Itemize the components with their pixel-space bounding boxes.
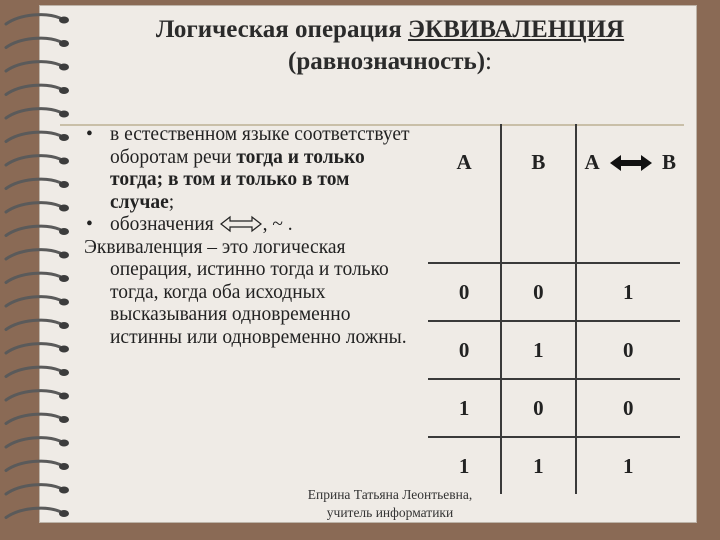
binding-hole bbox=[59, 369, 69, 376]
table-row bbox=[428, 379, 680, 437]
binding-ring bbox=[6, 273, 60, 282]
cell-a: 1 bbox=[428, 379, 501, 437]
binding-ring bbox=[6, 297, 60, 306]
title-colon: : bbox=[485, 48, 492, 75]
cell-result: 1 bbox=[576, 263, 680, 321]
binding-ring bbox=[6, 250, 60, 259]
bullet-2-label: обозначения bbox=[110, 214, 219, 235]
binding-ring bbox=[6, 109, 60, 118]
binding-ring bbox=[6, 85, 60, 94]
header-result bbox=[576, 124, 680, 263]
binding-hole bbox=[59, 87, 69, 94]
double-arrow-icon bbox=[609, 153, 653, 173]
binding-hole bbox=[59, 134, 69, 141]
header-a: A bbox=[428, 124, 501, 263]
binding-hole bbox=[59, 393, 69, 400]
binding-ring bbox=[6, 132, 60, 141]
binding-ring bbox=[6, 391, 60, 400]
cell-result: 0 bbox=[576, 379, 680, 437]
bullet-2-rest: , ~ . bbox=[262, 214, 293, 235]
binding-ring bbox=[6, 226, 60, 235]
slide-body bbox=[84, 124, 414, 349]
binding-hole bbox=[59, 510, 69, 517]
cell-result: 1 bbox=[576, 437, 680, 494]
binding-ring bbox=[6, 344, 60, 353]
bullet-phrases bbox=[84, 124, 414, 214]
header-b: B bbox=[501, 124, 575, 263]
cell-b: 1 bbox=[501, 437, 575, 494]
binding-hole bbox=[59, 228, 69, 235]
binding-ring bbox=[6, 62, 60, 71]
binding-hole bbox=[59, 416, 69, 423]
binding-hole bbox=[59, 440, 69, 447]
binding-ring bbox=[6, 508, 60, 517]
binding-ring bbox=[6, 485, 60, 494]
slide-footer bbox=[270, 486, 510, 522]
table-row bbox=[428, 321, 680, 379]
header-result-a: A bbox=[584, 150, 600, 174]
binding-ring bbox=[6, 156, 60, 165]
binding-ring bbox=[6, 414, 60, 423]
table-row bbox=[428, 263, 680, 321]
title-subtitle: (равнозначность) bbox=[288, 48, 486, 75]
binding-hole bbox=[59, 463, 69, 470]
binding-ring bbox=[6, 203, 60, 212]
bullet-1-bold: тогда и только тогда; в том и только в том случае bbox=[110, 146, 365, 213]
title-highlight: ЭКВИВАЛЕНЦИЯ bbox=[408, 16, 625, 43]
binding-hole bbox=[59, 275, 69, 282]
binding-ring bbox=[6, 179, 60, 188]
binding-hole bbox=[59, 299, 69, 306]
binding-ring bbox=[6, 38, 60, 47]
binding-hole bbox=[59, 40, 69, 47]
cell-a: 0 bbox=[428, 321, 501, 379]
binding-ring bbox=[6, 461, 60, 470]
footer-role: учитель информатики bbox=[326, 505, 454, 520]
bullet-notation bbox=[84, 214, 414, 237]
cell-a: 0 bbox=[428, 263, 501, 321]
header-result-b: B bbox=[661, 150, 676, 174]
cell-b: 1 bbox=[501, 321, 575, 379]
binding-hole bbox=[59, 252, 69, 259]
binding-ring bbox=[6, 320, 60, 329]
cell-a: 1 bbox=[428, 437, 501, 494]
binding-hole bbox=[59, 111, 69, 118]
spiral-binding bbox=[0, 0, 80, 540]
slide-title bbox=[90, 14, 690, 78]
truth-table bbox=[428, 124, 680, 494]
binding-hole bbox=[59, 158, 69, 165]
cell-result: 0 bbox=[576, 321, 680, 379]
cell-b: 0 bbox=[501, 263, 575, 321]
definition-text: Эквиваленция – это логическая операция, истинно тогда и только тогда, когда оба исходных высказывания одновременно истинны или одновременно ложны. bbox=[84, 236, 407, 348]
binding-ring bbox=[6, 15, 60, 24]
title-prefix: Логическая операция bbox=[155, 16, 409, 43]
footer-author: Еприна Татьяна Леонтьевна, bbox=[307, 487, 473, 502]
binding-ring bbox=[6, 438, 60, 447]
binding-ring bbox=[6, 367, 60, 376]
binding-hole bbox=[59, 181, 69, 188]
bullet-1-text: в естественном языке соответствует оборотам речи bbox=[110, 124, 410, 168]
cell-b: 0 bbox=[501, 379, 575, 437]
binding-hole bbox=[59, 487, 69, 494]
table-header-row bbox=[428, 124, 680, 263]
double-arrow-icon bbox=[219, 215, 263, 233]
binding-hole bbox=[59, 64, 69, 71]
bullet-1-end: ; bbox=[168, 191, 175, 213]
binding-hole bbox=[59, 346, 69, 353]
binding-hole bbox=[59, 322, 69, 329]
binding-hole bbox=[59, 17, 69, 24]
binding-hole bbox=[59, 205, 69, 212]
